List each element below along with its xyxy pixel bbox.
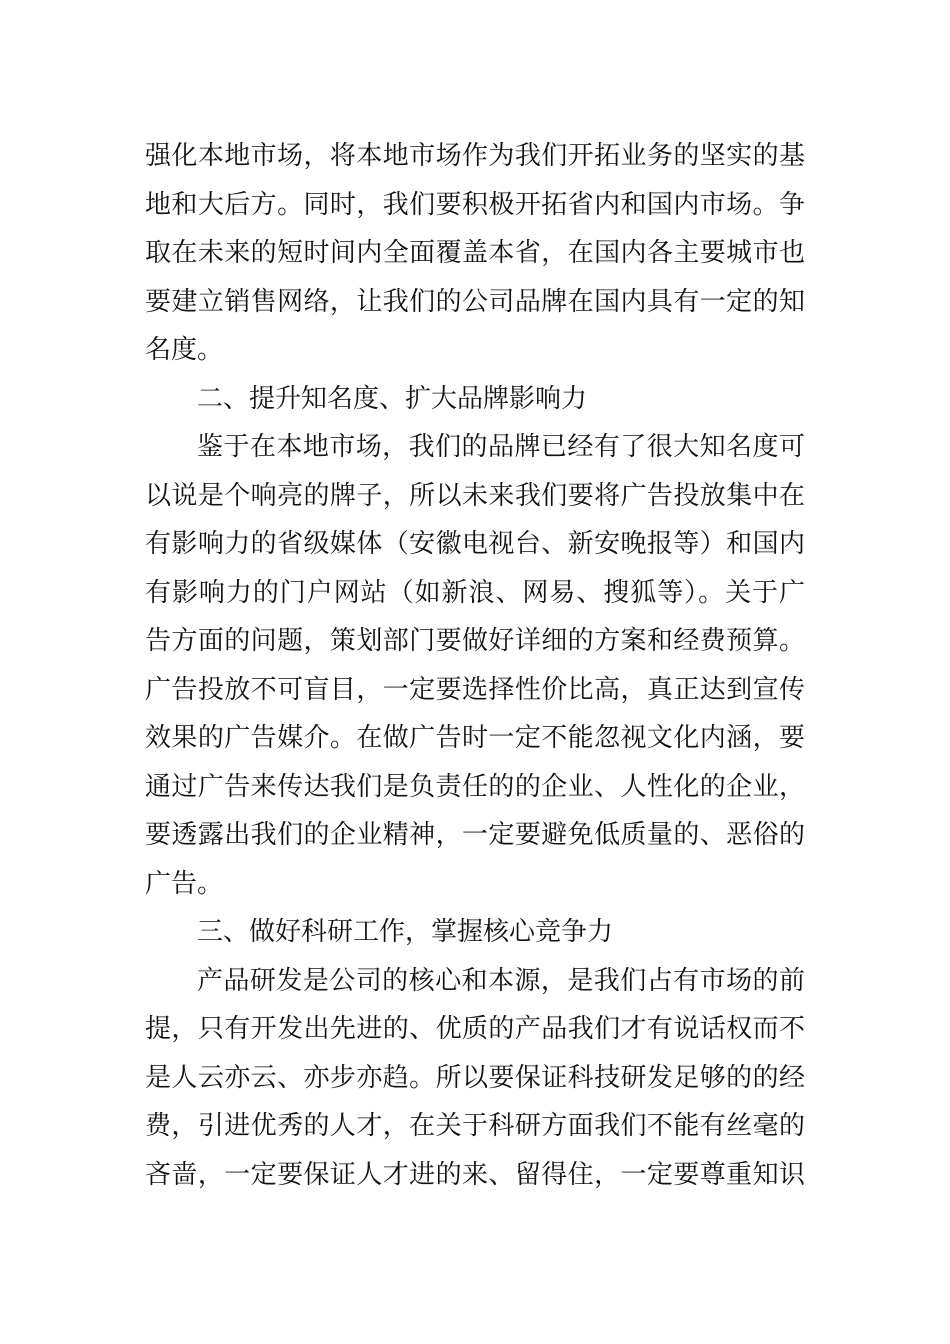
document-body bbox=[145, 132, 805, 1199]
paragraph-line: 地和大后方。同时，我们要积极开拓省内和国内市场。争 bbox=[145, 189, 805, 220]
paragraph-line: 强化本地市场，将本地市场作为我们开拓业务的坚实的基 bbox=[145, 141, 805, 171]
paragraph-line: 告方面的问题，策划部门要做好详细的方案和经费预算。 bbox=[145, 626, 805, 656]
paragraph-line: 广告。 bbox=[145, 868, 224, 899]
paragraph-line: 名度。 bbox=[145, 335, 224, 365]
paragraph-line: 取在未来的短时间内全面覆盖本省，在国内各主要城市也 bbox=[145, 238, 805, 268]
paragraph-line: 是人云亦云、亦步亦趋。所以要保证科技研发足够的的经 bbox=[145, 1062, 805, 1093]
paragraph-line: 效果的广告媒介。在做广告时一定不能忽视文化内涵，要 bbox=[145, 723, 805, 753]
paragraph-line: 费，引进优秀的人才，在关于科研方面我们不能有丝毫的 bbox=[145, 1111, 805, 1141]
section-heading: 三、做好科研工作，掌握核心竞争力 bbox=[197, 917, 614, 947]
paragraph-line: 有影响力的门户网站（如新浪、网易、搜狐等）。关于广 bbox=[145, 577, 805, 608]
paragraph-line: 要建立销售网络，让我们的公司品牌在国内具有一定的知 bbox=[145, 286, 805, 317]
paragraph-line: 鉴于在本地市场，我们的品牌已经有了很大知名度可 bbox=[197, 432, 805, 462]
paragraph-line: 广告投放不可盲目，一定要选择性价比高，真正达到宣传 bbox=[145, 674, 805, 705]
paragraph-line: 产品研发是公司的核心和本源，是我们占有市场的前 bbox=[197, 965, 805, 996]
paragraph-line: 提，只有开发出先进的、优质的产品我们才有说话权而不 bbox=[145, 1014, 805, 1044]
section-heading: 二、提升知名度、扩大品牌影响力 bbox=[197, 383, 588, 414]
paragraph-line: 有影响力的省级媒体（安徽电视台、新安晚报等）和国内 bbox=[145, 529, 805, 559]
paragraph-line: 吝啬，一定要保证人才进的来、留得住，一定要尊重知识 bbox=[145, 1159, 805, 1190]
paragraph-line: 以说是个响亮的牌子，所以未来我们要将广告投放集中在 bbox=[145, 480, 805, 511]
paragraph-line: 要透露出我们的企业精神，一定要避免低质量的、恶俗的 bbox=[145, 820, 805, 850]
paragraph-line: 通过广告来传达我们是负责任的的企业、人性化的企业， bbox=[145, 771, 805, 802]
